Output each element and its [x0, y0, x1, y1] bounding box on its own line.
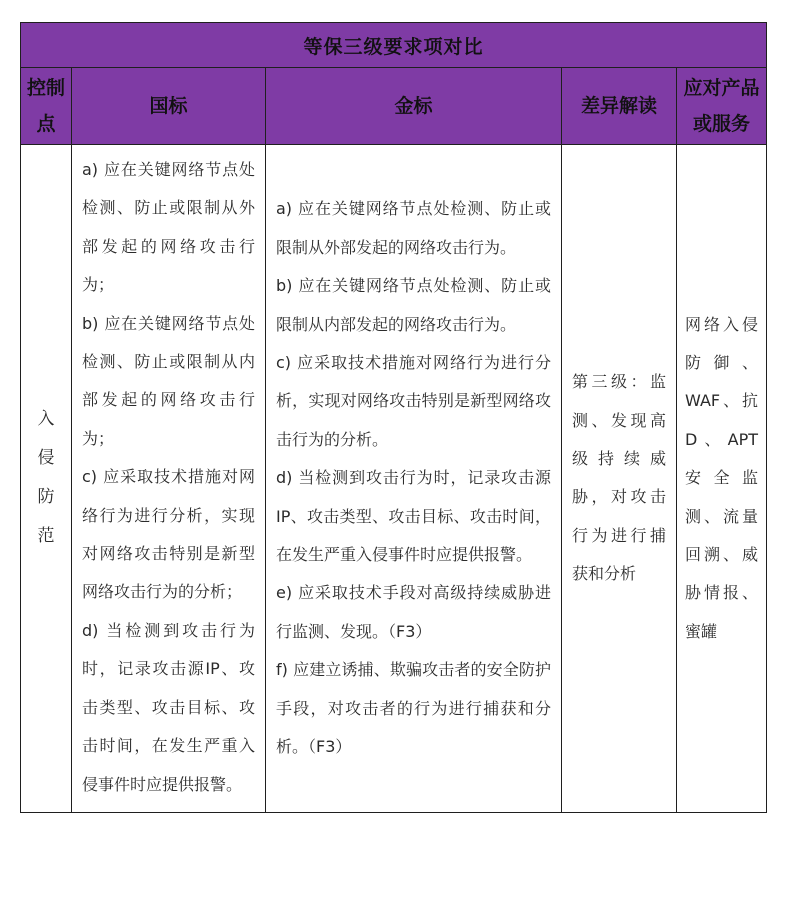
header-financial-standard: 金标 [266, 68, 562, 145]
jb-item-b: b) 应在关键网络节点处检测、防止或限制从内部发起的网络攻击行为。 [276, 276, 551, 334]
control-point-label: 入侵防范 [37, 409, 55, 547]
products-text: 网络入侵防御、WAF、抗D、APT安全监测、流量回溯、威胁情报、蜜罐 [685, 314, 759, 641]
header-national-standard: 国标 [72, 68, 266, 145]
header-difference: 差异解读 [562, 68, 677, 145]
comparison-table [20, 22, 767, 813]
cell-financial-standard [266, 145, 562, 813]
gb-item-d: d) 当检测到攻击行为时，记录攻击源IP、攻击类型、攻击目标、攻击时间，在发生严重入侵事件时应提供报警。 [82, 620, 255, 794]
cell-difference [562, 145, 677, 813]
header-control-point: 控制点 [21, 68, 72, 145]
header-products-services: 应对产品或服务 [677, 68, 767, 145]
jb-item-a: a) 应在关键网络节点处检测、防止或限制从外部发起的网络攻击行为。 [276, 199, 551, 257]
difference-text: 第三级：监测、发现高级持续威胁，对攻击行为进行捕获和分析 [572, 372, 666, 584]
table-title: 等保三级要求项对比 [21, 23, 767, 68]
gb-item-c: c) 应采取技术措施对网络行为进行分析，实现对网络攻击特别是新型网络攻击行为的分析； [82, 467, 255, 602]
gb-item-b: b) 应在关键网络节点处检测、防止或限制从内部发起的网络攻击行为； [82, 313, 255, 448]
table-header-row [21, 68, 767, 145]
cell-national-standard [72, 145, 266, 813]
jb-item-e: e) 应采取技术手段对高级持续威胁进行监测、发现。（F3） [276, 583, 551, 641]
jb-item-d: d) 当检测到攻击行为时，记录攻击源 IP、攻击类型、攻击目标、攻击时间，在发生严重入侵事件时应提供报警。 [276, 468, 551, 565]
cell-products-services [677, 145, 767, 813]
table-row [21, 145, 767, 813]
table-title-row [21, 23, 767, 68]
jb-item-c: c) 应采取技术措施对网络行为进行分析，实现对网络攻击特别是新型网络攻击行为的分析。 [276, 353, 551, 449]
cell-control-point [21, 145, 72, 813]
gb-item-a: a) 应在关键网络节点处检测、防止或限制从外部发起的网络攻击行为； [82, 160, 255, 295]
jb-item-f: f) 应建立诱捕、欺骗攻击者的安全防护手段，对攻击者的行为进行捕获和分析。（F3） [276, 660, 551, 757]
